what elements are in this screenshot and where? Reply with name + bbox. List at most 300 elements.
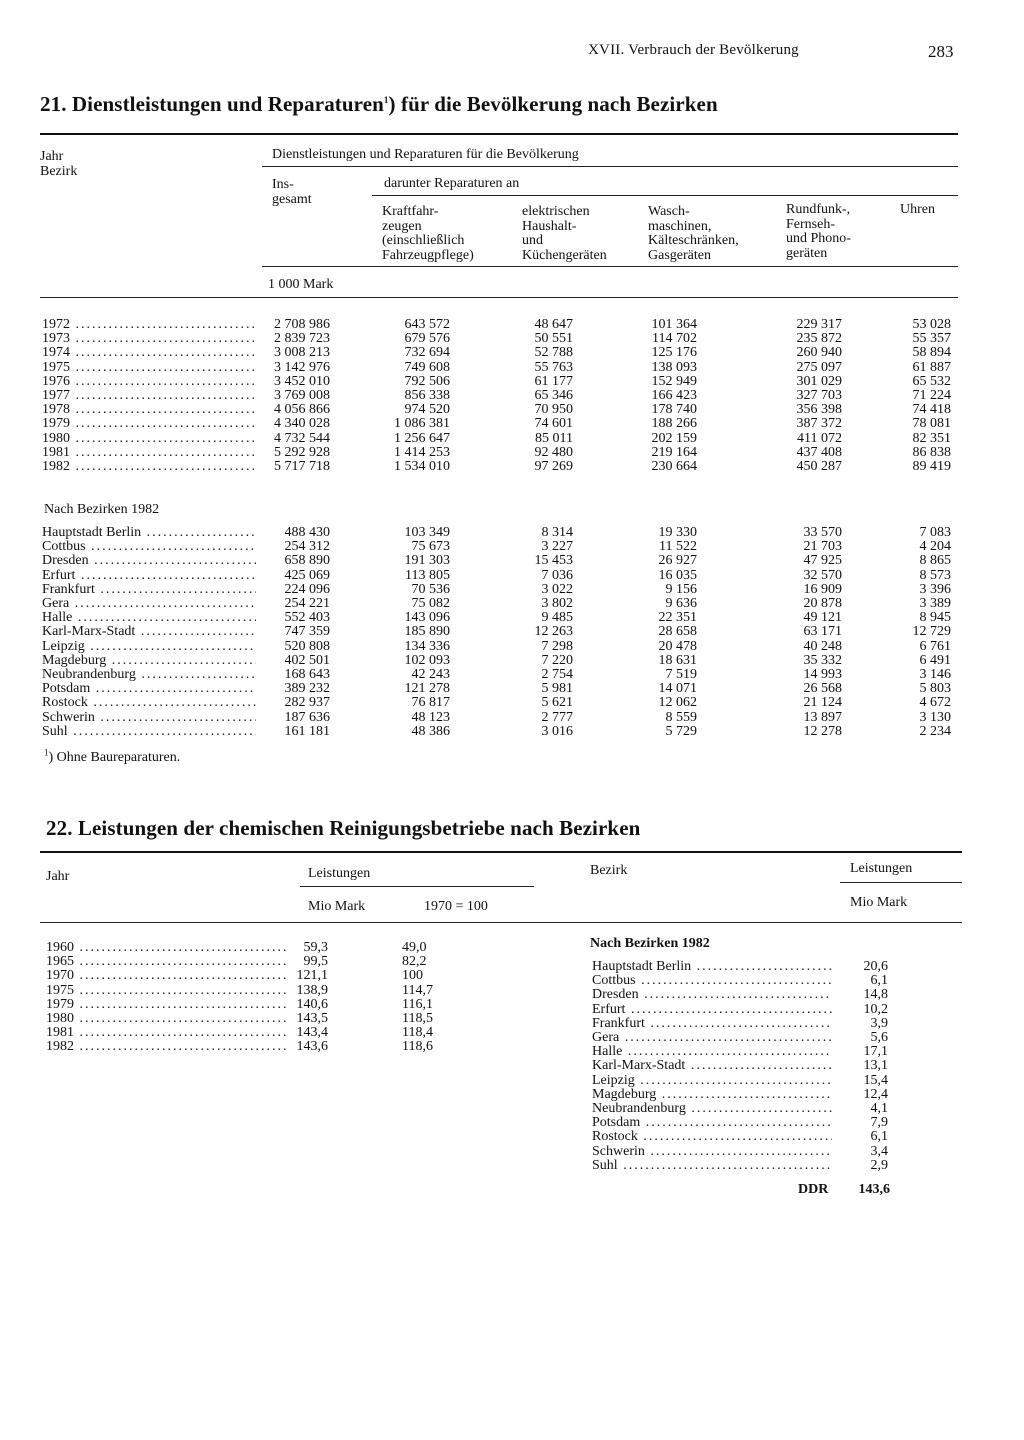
cell-value: 425 069 [284, 567, 330, 583]
table-row [592, 974, 902, 988]
running-header: XVII. Verbrauch der Bevölkerung [588, 42, 799, 58]
cell-value: 7,9 [870, 1115, 888, 1131]
cell-value: 4 732 544 [274, 430, 330, 446]
cell-value: 168 643 [284, 667, 330, 682]
row-label: 1973 ..... [42, 332, 254, 346]
table-row [42, 346, 962, 360]
cell-value: 17,1 [863, 1044, 888, 1060]
row-label: Frankfurt ..... [592, 1017, 832, 1031]
cell-value: 78 081 [912, 416, 951, 432]
table-row [592, 1017, 902, 1031]
cell-value: 61 177 [534, 373, 573, 389]
col-rundfunk [786, 203, 851, 261]
table-22-title: 22. Leistungen der chemischen Reinigungsbetriebe nach Bezirken [46, 816, 641, 840]
cell-value: 202 159 [651, 430, 697, 446]
row-label: Suhl ..... [42, 725, 256, 739]
row-label: Dresden ..... [42, 554, 256, 568]
col-rund-line: und Phono- [786, 231, 851, 246]
cell-value: 75 673 [411, 539, 450, 555]
cell-value: 89 419 [912, 459, 951, 474]
cell-value: 161 181 [284, 723, 330, 739]
table-row [592, 988, 902, 1002]
cell-value: 8 945 [919, 610, 951, 626]
row-label: Halle ..... [592, 1045, 832, 1059]
cell-value: 12 062 [658, 695, 697, 711]
cell-value: 2,9 [870, 1157, 888, 1173]
cell-value: 12,4 [863, 1086, 888, 1102]
cell-value: 219 164 [651, 444, 697, 460]
cell-value: 11 522 [659, 539, 697, 555]
cell-mio: 143,5 [296, 1011, 328, 1026]
cell-value: 58 894 [912, 345, 951, 361]
cell-value: 8 573 [919, 567, 951, 583]
cell-value: 3,4 [870, 1143, 888, 1159]
cell-value: 4 204 [919, 539, 951, 555]
cell-value: 16 035 [658, 567, 697, 583]
cell-value: 7 519 [665, 667, 697, 682]
cell-value: 12 263 [534, 624, 573, 640]
cell-value: 152 949 [651, 373, 697, 389]
cell-value: 450 287 [796, 459, 842, 474]
row-label: Frankfurt ..... [42, 583, 256, 597]
col-insgesamt-2: gesamt [272, 192, 312, 207]
row-label: Potsdam ..... [592, 1116, 832, 1130]
col-elek-line: und [522, 233, 543, 248]
table-row [592, 1059, 902, 1073]
cell-value: 15,4 [863, 1072, 888, 1088]
footnote-text: ) Ohne Baureparaturen. [48, 750, 181, 765]
row-label: Neubrandenburg ..... [592, 1102, 832, 1116]
col-wasch-line: Wasch- [648, 204, 690, 219]
table-row [42, 417, 962, 431]
table-row [42, 332, 962, 346]
cell-value: 7 083 [919, 525, 951, 540]
cell-value: 48 647 [534, 317, 573, 332]
cell-value: 658 890 [284, 553, 330, 569]
table-row [46, 1026, 476, 1040]
col-jahr: Jahr [40, 149, 64, 164]
cell-value: 35 332 [803, 652, 842, 668]
row-label: 1981 ..... [42, 446, 254, 460]
cell-value: 47 925 [803, 553, 842, 569]
row-label: Karl-Marx-Stadt ..... [42, 625, 256, 639]
cell-value: 3 396 [919, 581, 951, 597]
cell-value: 6 491 [919, 652, 951, 668]
row-label: 1982 ..... [46, 1040, 286, 1054]
table-row [42, 526, 962, 540]
cell-value: 187 636 [284, 709, 330, 725]
col-index: 1970 = 100 [424, 899, 488, 914]
cell-value: 235 872 [796, 331, 842, 347]
cell-value: 1 086 381 [394, 416, 450, 432]
cell-value: 2 234 [919, 723, 951, 739]
cell-value: 356 398 [796, 402, 842, 418]
cell-value: 188 266 [651, 416, 697, 432]
cell-value: 14 993 [803, 667, 842, 682]
cell-mio: 138,9 [296, 982, 328, 998]
col-insgesamt-1: Ins- [272, 177, 294, 192]
row-label: Neubrandenburg ..... [42, 668, 256, 682]
rule [40, 133, 958, 135]
table-row [46, 1012, 476, 1026]
row-label: Cottbus ..... [592, 974, 832, 988]
cell-value: 437 408 [796, 444, 842, 460]
row-label: Hauptstadt Berlin ..... [592, 960, 832, 974]
table-row [42, 611, 962, 625]
row-label: 1977 ..... [42, 389, 254, 403]
cell-mio: 143,4 [296, 1025, 328, 1041]
cell-value: 32 570 [803, 567, 842, 583]
cell-value: 5 621 [541, 695, 573, 711]
row-label: 1965 ..... [46, 955, 286, 969]
table-row [42, 597, 962, 611]
row-label: Erfurt ..... [42, 569, 256, 583]
col-kfz-line: zeugen [382, 218, 422, 234]
cell-value: 7 036 [541, 567, 573, 583]
col-bezirk: Bezirk [40, 164, 78, 179]
cell-value: 5 803 [919, 681, 951, 697]
table-row [46, 969, 476, 983]
cell-value: 643 572 [404, 317, 450, 332]
cell-value: 411 072 [797, 430, 842, 446]
table-row [42, 654, 962, 668]
cell-value: 4 056 866 [274, 402, 330, 418]
table-row [592, 1088, 902, 1102]
cell-value: 63 171 [803, 624, 842, 640]
cell-value: 12 278 [803, 723, 842, 739]
row-label: Rostock ..... [42, 696, 256, 710]
table-row [42, 318, 962, 332]
row-label: Halle ..... [42, 611, 256, 625]
cell-value: 75 082 [411, 596, 450, 611]
table-row [592, 1045, 902, 1059]
cell-index: 82,2 [402, 954, 427, 970]
cell-index: 118,4 [402, 1025, 433, 1041]
cell-mio: 140,6 [296, 996, 328, 1012]
rule [372, 195, 958, 196]
cell-value: 13 897 [803, 709, 842, 725]
cell-value: 18 631 [658, 652, 697, 668]
table-row [42, 640, 962, 654]
cell-value: 16 909 [803, 581, 842, 597]
cell-mio: 121,1 [296, 968, 328, 984]
cell-value: 40 248 [803, 638, 842, 654]
cell-value: 747 359 [284, 624, 330, 640]
rule [40, 851, 962, 853]
cell-index: 118,6 [402, 1039, 433, 1055]
cell-value: 28 658 [658, 624, 697, 640]
col-wasch-line: Kälteschränken, [648, 233, 739, 248]
cell-value: 8 314 [541, 525, 573, 540]
row-label: Magdeburg ..... [42, 654, 256, 668]
table-row [592, 1145, 902, 1159]
cell-value: 33 570 [803, 525, 842, 540]
cell-index: 116,1 [402, 996, 433, 1012]
table-21-title [40, 92, 718, 117]
table-row [592, 1116, 902, 1130]
cell-value: 3 227 [541, 539, 573, 555]
table-row [42, 668, 962, 682]
row-label: Gera ..... [592, 1031, 832, 1045]
cell-value: 55 763 [534, 359, 573, 375]
col-elektrisch [522, 205, 607, 263]
col-rund-line: geräten [786, 245, 828, 261]
cell-value: 26 927 [658, 553, 697, 569]
cell-value: 2 839 723 [274, 331, 330, 347]
cell-value: 26 568 [803, 681, 842, 697]
cell-value: 65 532 [912, 373, 951, 389]
cell-value: 9 156 [665, 581, 697, 597]
cell-mio: 59,3 [303, 940, 328, 955]
table-row [42, 389, 962, 403]
cell-value: 230 664 [651, 459, 697, 474]
cell-value: 92 480 [534, 444, 573, 460]
cell-value: 20,6 [863, 959, 888, 974]
table-row [42, 446, 962, 460]
table-row [42, 696, 962, 710]
row-label: 1980 ..... [46, 1012, 286, 1026]
cell-value: 1 256 647 [394, 430, 450, 446]
cell-value: 42 243 [411, 667, 450, 682]
cell-value: 327 703 [796, 388, 842, 403]
cell-value: 8 865 [919, 553, 951, 569]
cell-value: 1 534 010 [394, 459, 450, 474]
row-label: 1981 ..... [46, 1026, 286, 1040]
cell-value: 12 729 [912, 624, 951, 640]
cell-value: 520 808 [284, 638, 330, 654]
rule [262, 166, 958, 167]
cell-value: 3 022 [541, 581, 573, 597]
cell-value: 301 029 [796, 373, 842, 389]
cell-mio: 143,6 [296, 1039, 328, 1055]
col-mio: Mio Mark [308, 899, 366, 914]
cell-value: 9 636 [665, 596, 697, 611]
row-label: Magdeburg ..... [592, 1088, 832, 1102]
col-kfz-line: (einschließlich [382, 233, 465, 248]
row-label: 1970 ..... [46, 969, 286, 983]
cell-value: 9 485 [541, 610, 573, 626]
table-row [42, 403, 962, 417]
cell-value: 14 071 [658, 681, 697, 697]
cell-value: 15 453 [534, 553, 573, 569]
table-row [592, 960, 902, 974]
cell-value: 2 777 [541, 709, 573, 725]
cell-value: 191 303 [404, 553, 450, 569]
table-row [592, 1102, 902, 1116]
cell-value: 3 142 976 [274, 359, 330, 375]
table-21-title-rest: ) für die Bevölkerung nach Bezirken [388, 92, 718, 116]
cell-value: 792 506 [404, 373, 450, 389]
cell-value: 97 269 [534, 459, 573, 474]
col-rund-line: Rundfunk-, [786, 202, 851, 217]
col-jahr-22: Jahr [46, 869, 70, 884]
cell-value: 552 403 [284, 610, 330, 626]
cell-value: 21 124 [803, 695, 842, 711]
cell-value: 749 608 [404, 359, 450, 375]
cell-value: 7 220 [541, 652, 573, 668]
cell-value: 55 357 [912, 331, 951, 347]
row-label: 1980 ..... [42, 432, 254, 446]
cell-value: 113 805 [405, 567, 450, 583]
row-label: 1960 ..... [46, 941, 286, 955]
cell-value: 5 717 718 [274, 459, 330, 474]
cell-value: 74 601 [534, 416, 573, 432]
cell-value: 102 093 [404, 652, 450, 668]
cell-value: 2 708 986 [274, 317, 330, 332]
cell-value: 53 028 [912, 317, 951, 332]
cell-value: 76 817 [411, 695, 450, 711]
table-row [592, 1031, 902, 1045]
col-wasch-line: maschinen, [648, 218, 712, 234]
cell-value: 6 761 [919, 638, 951, 654]
cell-value: 134 336 [404, 638, 450, 654]
row-label: 1972 ..... [42, 318, 254, 332]
cell-value: 71 224 [912, 388, 951, 403]
cell-value: 6,1 [870, 1129, 888, 1145]
col-elek-line: Küchengeräten [522, 247, 607, 263]
row-label: Suhl ..... [592, 1159, 832, 1173]
col-darunter: darunter Reparaturen an [384, 176, 520, 191]
cell-value: 5 981 [541, 681, 573, 697]
footnote-ref: 1 [383, 95, 389, 105]
col-group: Dienstleistungen und Reparaturen für die Bevölkerung [272, 147, 579, 162]
table-row [42, 432, 962, 446]
cell-value: 19 330 [658, 525, 697, 540]
section-heading-22: Nach Bezirken 1982 [590, 936, 710, 951]
rule [840, 882, 962, 883]
table-row [42, 711, 962, 725]
table-row [42, 583, 962, 597]
row-label: Karl-Marx-Stadt ..... [592, 1059, 832, 1073]
ddr-label: DDR [798, 1182, 829, 1197]
cell-value: 138 093 [651, 359, 697, 375]
cell-value: 282 937 [284, 695, 330, 711]
cell-value: 5,6 [870, 1030, 888, 1045]
row-label: 1974 ..... [42, 346, 254, 360]
cell-value: 70 536 [411, 581, 450, 597]
row-label: 1982 ..... [42, 460, 254, 474]
row-label: Leipzig ..... [592, 1074, 832, 1088]
rule [300, 886, 534, 887]
cell-value: 125 176 [651, 345, 697, 361]
table-row [42, 375, 962, 389]
cell-value: 974 520 [404, 402, 450, 418]
cell-value: 4 340 028 [274, 416, 330, 432]
cell-value: 65 346 [534, 388, 573, 403]
cell-value: 3 130 [919, 709, 951, 725]
cell-value: 3 802 [541, 596, 573, 611]
cell-value: 10,2 [863, 1001, 888, 1017]
cell-index: 100 [402, 968, 423, 984]
row-label: 1978 ..... [42, 403, 254, 417]
col-leistungen-r: Leistungen [850, 861, 913, 876]
cell-value: 2 754 [541, 667, 573, 682]
col-rund-line: Fernseh- [786, 216, 835, 232]
cell-value: 5 292 928 [274, 444, 330, 460]
col-kfz [382, 205, 474, 263]
row-label: Rostock ..... [592, 1130, 832, 1144]
cell-value: 48 123 [411, 709, 450, 725]
row-label: 1975 ..... [46, 984, 286, 998]
cell-value: 185 890 [404, 624, 450, 640]
row-label: 1979 ..... [46, 998, 286, 1012]
row-label: Cottbus ..... [42, 540, 256, 554]
col-leistungen: Leistungen [308, 866, 371, 881]
cell-value: 224 096 [284, 581, 330, 597]
table-row [46, 998, 476, 1012]
row-label: Gera ..... [42, 597, 256, 611]
rule [262, 266, 958, 267]
cell-index: 118,5 [402, 1011, 433, 1026]
cell-value: 7 298 [541, 638, 573, 654]
cell-value: 488 430 [284, 525, 330, 540]
table-row [42, 682, 962, 696]
cell-value: 143 096 [404, 610, 450, 626]
col-kfz-line: Fahrzeugpflege) [382, 247, 474, 263]
cell-value: 679 576 [404, 331, 450, 347]
table-row [46, 984, 476, 998]
col-kfz-line: Kraftfahr- [382, 204, 439, 219]
unit-label: 1 000 Mark [268, 277, 334, 292]
cell-value: 103 349 [404, 525, 450, 540]
cell-value: 3 146 [919, 667, 951, 682]
cell-value: 4,1 [870, 1101, 888, 1116]
cell-value: 178 740 [651, 402, 697, 418]
col-bezirk-22: Bezirk [590, 863, 628, 878]
table-row [592, 1159, 902, 1173]
page-number: 283 [928, 42, 954, 61]
cell-value: 5 729 [665, 723, 697, 739]
col-wasch [648, 205, 739, 263]
cell-value: 3 008 213 [274, 345, 330, 361]
row-label: 1976 ..... [42, 375, 254, 389]
row-label: Schwerin ..... [592, 1145, 832, 1159]
cell-value: 52 788 [534, 345, 573, 361]
cell-value: 20 478 [658, 638, 697, 654]
table-row [42, 569, 962, 583]
row-label: Erfurt ..... [592, 1003, 832, 1017]
cell-value: 3,9 [870, 1015, 888, 1031]
cell-value: 260 940 [796, 345, 842, 361]
row-label: Schwerin ..... [42, 711, 256, 725]
section-heading: Nach Bezirken 1982 [44, 502, 160, 517]
cell-index: 114,7 [402, 982, 433, 998]
rule [40, 922, 962, 923]
cell-value: 229 317 [796, 317, 842, 332]
cell-value: 6,1 [870, 973, 888, 989]
cell-value: 389 232 [284, 681, 330, 697]
table-row [592, 1074, 902, 1088]
cell-value: 70 950 [534, 402, 573, 418]
footnote-marker: 1 [44, 747, 49, 758]
cell-value: 1 414 253 [394, 444, 450, 460]
cell-value: 86 838 [912, 444, 951, 460]
cell-value: 85 011 [535, 430, 573, 446]
ddr-value: 143,6 [858, 1182, 890, 1197]
table-row [42, 625, 962, 639]
table-row [592, 1130, 902, 1144]
cell-value: 114 702 [652, 331, 697, 347]
table-21-title-main: 21. Dienstleistungen und Reparaturen [40, 92, 384, 116]
row-label: Leipzig ..... [42, 640, 256, 654]
col-uhren: Uhren [900, 202, 935, 217]
col-mio-r: Mio Mark [850, 895, 908, 910]
row-label: Hauptstadt Berlin ..... [42, 526, 256, 540]
col-elek-line: elektrischen [522, 204, 590, 219]
cell-value: 121 278 [404, 681, 450, 697]
cell-value: 13,1 [863, 1058, 888, 1074]
cell-value: 14,8 [863, 987, 888, 1003]
